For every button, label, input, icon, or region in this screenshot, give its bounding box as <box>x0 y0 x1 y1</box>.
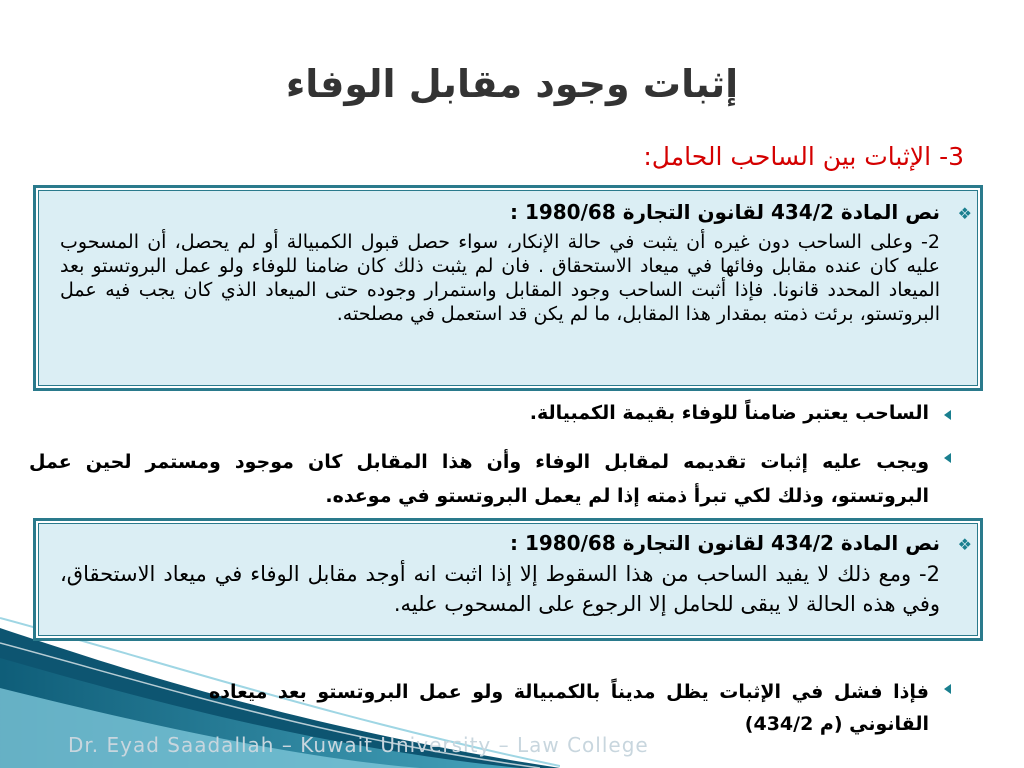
article-heading-text-1: نص المادة 434/2 لقانون التجارة 1980/68 : <box>509 200 940 224</box>
article-heading-2 <box>60 531 972 555</box>
article-heading-text-2: نص المادة 434/2 لقانون التجارة 1980/68 : <box>509 531 940 555</box>
list-item <box>29 445 929 513</box>
list-item <box>109 402 929 424</box>
section-subtitle: 3- الإثبات بين الساحب الحامل: <box>643 142 964 171</box>
triangle-bullet-icon <box>944 410 951 420</box>
page-title: إثبات وجود مقابل الوفاء <box>285 62 739 106</box>
list-item <box>209 676 929 740</box>
list-item-text: الساحب يعتبر ضامناً للوفاء بقيمة الكمبيالة. <box>529 402 929 424</box>
footer-credit: Dr. Eyad Saadallah – Kuwait University – Law College <box>68 733 649 757</box>
diamond-bullet-icon: ❖ <box>957 204 972 223</box>
triangle-bullet-icon <box>944 453 951 463</box>
article-quote-box-1 <box>33 185 983 391</box>
article-body-1: 2- وعلى الساحب دون غيره أن يثبت في حالة الإنكار، سواء حصل قبول الكمبيالة أو لم يحصل، أن المسحوب عليه كان عنده مقابل وفائها في ميعاد الاستحقاق . فان لم يثبت ذلك كان ضامنا للوفاء ولو عمل البروتستو بعد الميعاد المحدد قانونا. فإذا أثبت الساحب وجود المقابل واستمرار وجوده حتى الميعاد الذي كان يجب فيه عمل البروتستو، برئت ذمته بمقدار هذا المقابل، ما لم يكن قد استعمل في مصلحته. <box>60 231 940 325</box>
list-item-text: ويجب عليه إثبات تقديمه لمقابل الوفاء وأن هذا المقابل كان موجود ومستمر لحين عمل البروتستو، وذلك لكي تبرأ ذمته إذا لم يعمل البروتستو في موعده. <box>29 451 929 507</box>
diamond-bullet-icon: ❖ <box>957 535 972 554</box>
article-quote-box-2 <box>33 518 983 641</box>
article-body-2: 2- ومع ذلك لا يفيد الساحب من هذا السقوط إلا إذا اثبت انه أوجد مقابل الوفاء في ميعاد الاستحقاق، وفي هذه الحالة لا يبقى للحامل إلا الرجوع على المسحوب عليه. <box>60 562 940 616</box>
article-heading-1 <box>60 200 972 224</box>
triangle-bullet-icon <box>944 684 951 694</box>
list-item-text: فإذا فشل في الإثبات يظل مديناً بالكمبيالة ولو عمل البروتستو بعد ميعاده القانوني (م 434/2) <box>209 681 929 735</box>
